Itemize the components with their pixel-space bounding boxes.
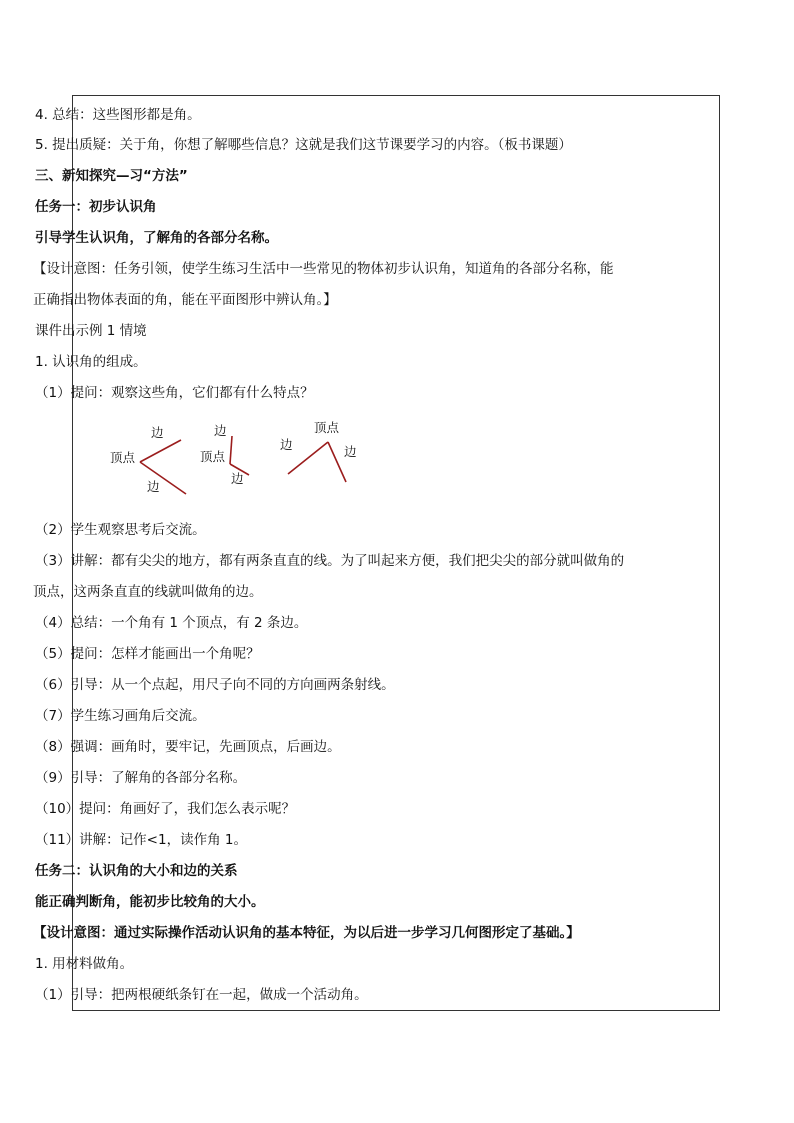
text-line: （11）讲解：记作<1，读作角 1。 bbox=[35, 832, 247, 848]
text-line: 5. 提出质疑：关于角，你想了解哪些信息？这就是我们这节课要学习的内容。（板书课题） bbox=[35, 137, 572, 153]
design-intent: 【设计意图：通过实际操作活动认识角的基本特征，为以后进一步学习几何图形定了基础。】 bbox=[33, 925, 580, 941]
text-line: （5）提问：怎样才能画出一个角呢？ bbox=[35, 646, 260, 662]
text-line: 4. 总结：这些图形都是角。 bbox=[35, 107, 201, 123]
text-line: （7）学生练习画角后交流。 bbox=[35, 708, 206, 724]
angle-3 bbox=[280, 420, 357, 482]
task-heading: 任务二：认识角的大小和边的关系 bbox=[35, 863, 238, 879]
text-line: （10）提问：角画好了，我们怎么表示呢？ bbox=[35, 801, 296, 817]
side-label: 边 bbox=[344, 444, 357, 459]
angle-side-line bbox=[288, 442, 328, 474]
side-label: 边 bbox=[280, 437, 293, 452]
text-line: （8）强调：画角时，要牢记，先画顶点，后画边。 bbox=[35, 739, 341, 755]
text-line: （6）引导：从一个点起，用尺子向不同的方向画两条射线。 bbox=[35, 677, 395, 693]
text-line: （9）引导：了解角的各部分名称。 bbox=[35, 770, 247, 786]
text-line: 课件出示例 1 情境 bbox=[35, 323, 147, 339]
angle-side-line bbox=[140, 440, 181, 462]
text-line-cont: 顶点，这两条直直的线就叫做角的边。 bbox=[33, 584, 263, 600]
task-goal: 能正确判断角，能初步比较角的大小。 bbox=[35, 894, 265, 910]
angle-side-line bbox=[230, 436, 232, 464]
side-label: 边 bbox=[231, 471, 244, 486]
angle-diagram bbox=[100, 418, 380, 498]
design-intent: 【设计意图：任务引领，使学生练习生活中一些常见的物体初步认识角，知道角的各部分名称，能 bbox=[33, 261, 614, 277]
text-line: （1）引导：把两根硬纸条钉在一起，做成一个活动角。 bbox=[35, 987, 368, 1003]
section-heading: 三、新知探究—习“方法” bbox=[35, 168, 188, 184]
vertex-label: 顶点 bbox=[200, 449, 226, 464]
text-line: （2）学生观察思考后交流。 bbox=[35, 522, 206, 538]
angle-1 bbox=[110, 425, 186, 494]
text-line: （4）总结：一个角有 1 个顶点，有 2 条边。 bbox=[35, 615, 308, 631]
side-label: 边 bbox=[147, 479, 160, 494]
task-heading: 任务一：初步认识角 bbox=[35, 199, 157, 215]
text-line: 1. 认识角的组成。 bbox=[35, 354, 147, 370]
side-label: 边 bbox=[151, 425, 164, 440]
text-line: 1. 用材料做角。 bbox=[35, 956, 134, 972]
text-line: （1）提问：观察这些角，它们都有什么特点？ bbox=[35, 385, 314, 401]
text-line: （3）讲解：都有尖尖的地方，都有两条直直的线。为了叫起来方便，我们把尖尖的部分就叫做角的 bbox=[35, 553, 625, 569]
vertex-label: 顶点 bbox=[314, 420, 340, 435]
side-label: 边 bbox=[214, 423, 227, 438]
vertex-label: 顶点 bbox=[110, 450, 136, 465]
angle-2 bbox=[200, 423, 249, 486]
design-intent-cont: 正确指出物体表面的角，能在平面图形中辨认角。】 bbox=[33, 292, 337, 308]
task-goal: 引导学生认识角，了解角的各部分名称。 bbox=[35, 230, 278, 246]
